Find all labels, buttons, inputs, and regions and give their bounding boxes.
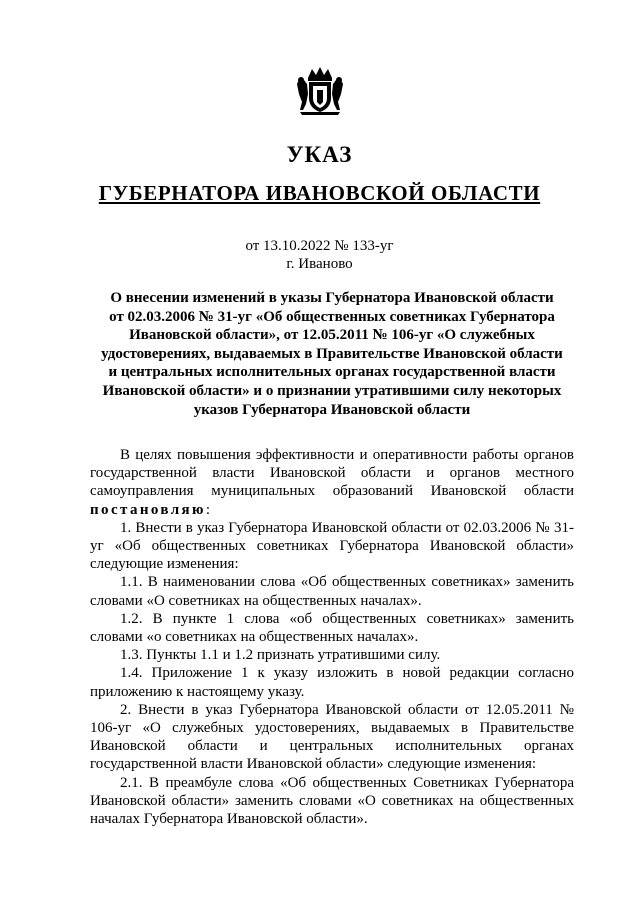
title-line: от 02.03.2006 № 31-уг «Об общественных советниках Губернатора xyxy=(109,308,555,325)
paragraph-2: 2. Внести в указ Губернатора Ивановской области от 12.05.2011 № 106-уг «О служебных удостоверениях, выдаваемых в Правительстве Ивановской области и центральных исполнительных органах государственной власти Ивановской области» следующие изменения: xyxy=(90,701,574,773)
title-line: и центральных исполнительных органах государственной власти xyxy=(108,364,556,381)
title-line: Ивановской области» и о признании утратившими силу некоторых xyxy=(102,382,562,399)
decree-keyword: постановляю xyxy=(90,501,206,518)
paragraph-1-4: 1.4. Приложение 1 к указу изложить в новой редакции согласно приложению к настоящему указу. xyxy=(90,665,574,700)
paragraph-1-1: 1.1. В наименовании слова «Об общественных советниках» заменить словами «О советниках на общественных началах». xyxy=(90,574,574,609)
preamble-paragraph xyxy=(90,446,574,519)
paragraph-1: 1. Внести в указ Губернатора Ивановской области от 02.03.2006 № 31-уг «Об общественных советниках Губернатора Ивановской области» следующие изменения: xyxy=(90,519,574,573)
issuer-title: ГУБЕРНАТОРА ИВАНОВСКОЙ ОБЛАСТИ xyxy=(98,181,541,205)
document-type: УКАЗ xyxy=(286,142,353,167)
decree-city: г. Иваново xyxy=(286,256,353,272)
paragraph-2-1: 2.1. В преамбуле слова «Об общественных Советниках Губернатора Ивановской области» заменить словами «О советниках на общественных началах Губернатора Ивановской области». xyxy=(90,774,574,828)
title-line: удостоверениях, выдаваемых в Правительстве Ивановской области xyxy=(101,345,563,362)
decree-date-number: от 13.10.2022 № 133-уг xyxy=(245,238,394,254)
decree-body xyxy=(90,446,574,828)
title-line: Ивановской области», от 12.05.2011 № 106-уг «О служебных xyxy=(129,327,535,344)
coat-of-arms-icon xyxy=(294,64,346,116)
title-line: указов Губернатора Ивановской области xyxy=(193,401,471,418)
title-line: О внесении изменений в указы Губернатора Ивановской области xyxy=(110,290,554,306)
decree-title xyxy=(92,289,572,419)
paragraph-1-3: 1.3. Пункты 1.1 и 1.2 признать утратившими силу. xyxy=(120,647,441,664)
paragraph-1-2: 1.2. В пункте 1 слова «об общественных советниках» заменить словами «о советниках на общественных началах». xyxy=(90,610,574,646)
preamble-colon: : xyxy=(205,501,211,518)
preamble-text: В целях повышения эффективности и оперативности работы органов государственной власти Ивановской области и органов местного самоуправления муниципальных образований Ивановской области xyxy=(90,447,574,500)
